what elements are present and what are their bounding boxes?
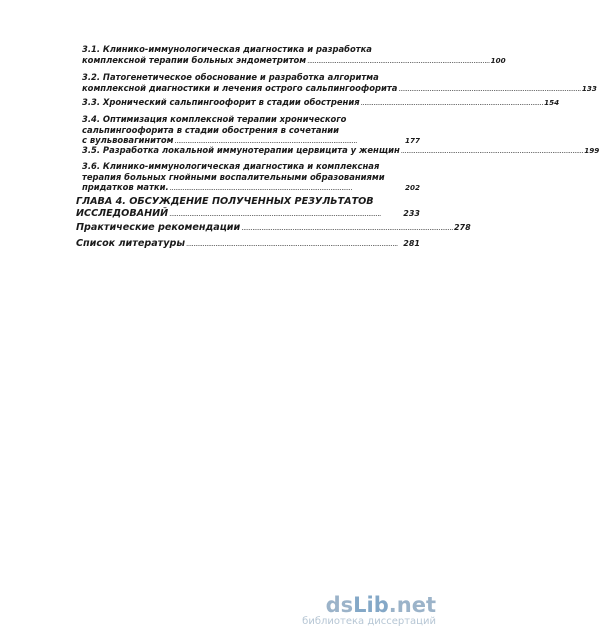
toc-entry-line: терапия больных гнойными воспалительными образованиями xyxy=(82,171,385,182)
dot-leader: .................................................................................................... xyxy=(400,147,584,155)
dot-leader: .................................................................................................... xyxy=(398,84,581,93)
toc-entry-line: ГЛАВА 4. ОБСУЖДЕНИЕ ПОЛУЧЕННЫХ РЕЗУЛЬТАТОВ xyxy=(76,196,374,207)
toc-entry-line: придатков матки. xyxy=(82,182,169,192)
toc-entry-references xyxy=(76,238,420,250)
toc-entry-line: ИССЛЕДОВАНИЙ xyxy=(76,208,169,219)
toc-entry-3-4 xyxy=(82,114,420,147)
toc-entry-line: 3.1. Клинико-иммунологическая диагностика и разработка xyxy=(82,44,372,54)
dot-leader: .................................................................................................................... xyxy=(169,210,381,218)
toc-entry-chapter-4 xyxy=(76,196,420,220)
toc-page-number: 133 xyxy=(581,83,597,93)
dot-leader: .................................................................................................... xyxy=(169,184,353,192)
toc-entry-line: 3.2. Патогенетическое обоснование и разработка алгоритма xyxy=(82,72,379,82)
toc-entry-line: комплексной диагностики и лечения острого сальпингоофорита xyxy=(82,82,398,93)
toc-entry-line: комплексной терапии больных эндометритом xyxy=(82,54,307,65)
dslib-watermark xyxy=(302,594,436,628)
toc-page-number: 202 xyxy=(404,183,420,192)
toc-entry-line: Список литературы xyxy=(76,238,186,249)
toc-entry-line: 3.6. Клинико-иммунологическая диагностика и комплексная xyxy=(82,161,380,171)
toc-entry-3-5 xyxy=(82,145,599,157)
toc-page-number: 100 xyxy=(490,55,506,65)
dslib-logo: dsLib.net xyxy=(325,593,436,617)
toc-entry-3-6 xyxy=(82,161,420,194)
toc-entry-recommendations xyxy=(76,222,471,234)
dot-leader: .................................................................................................................... xyxy=(241,224,453,232)
toc-page-number: 233 xyxy=(403,209,420,218)
toc-entry-line: 3.4. Оптимизация комплексной терапии хронического xyxy=(82,114,347,124)
toc-entry-3-2 xyxy=(82,72,597,94)
toc-page-number: 199 xyxy=(584,146,599,155)
dot-leader: .................................................................................................... xyxy=(360,99,544,107)
watermark-subtitle: библиотека диссертаций xyxy=(302,616,436,627)
toc-entry-line: сальпингоофорита в стадии обострения в сочетании xyxy=(82,124,340,135)
toc-page-number: 278 xyxy=(453,223,471,232)
toc-entry-3-3 xyxy=(82,97,560,109)
toc-entry-line: с вульвовагинитом xyxy=(82,135,174,145)
toc-entry-line: Практические рекомендации xyxy=(76,222,241,233)
toc-page-number: 177 xyxy=(404,136,420,145)
toc-page-number: 154 xyxy=(544,98,560,107)
dot-leader: .................................................................................................................... xyxy=(186,240,398,248)
toc-entry-line: 3.3. Хронический сальпингоофорит в стадии обострения xyxy=(82,97,360,107)
dot-leader: .................................................................................................... xyxy=(174,137,357,145)
toc-entry-3-1 xyxy=(82,44,506,66)
toc-page-number: 281 xyxy=(403,239,420,248)
dot-leader: .................................................................................................... xyxy=(307,56,490,65)
toc-entry-line: 3.5. Разработка локальной иммунотерапии цервицита у женщин xyxy=(82,145,400,155)
